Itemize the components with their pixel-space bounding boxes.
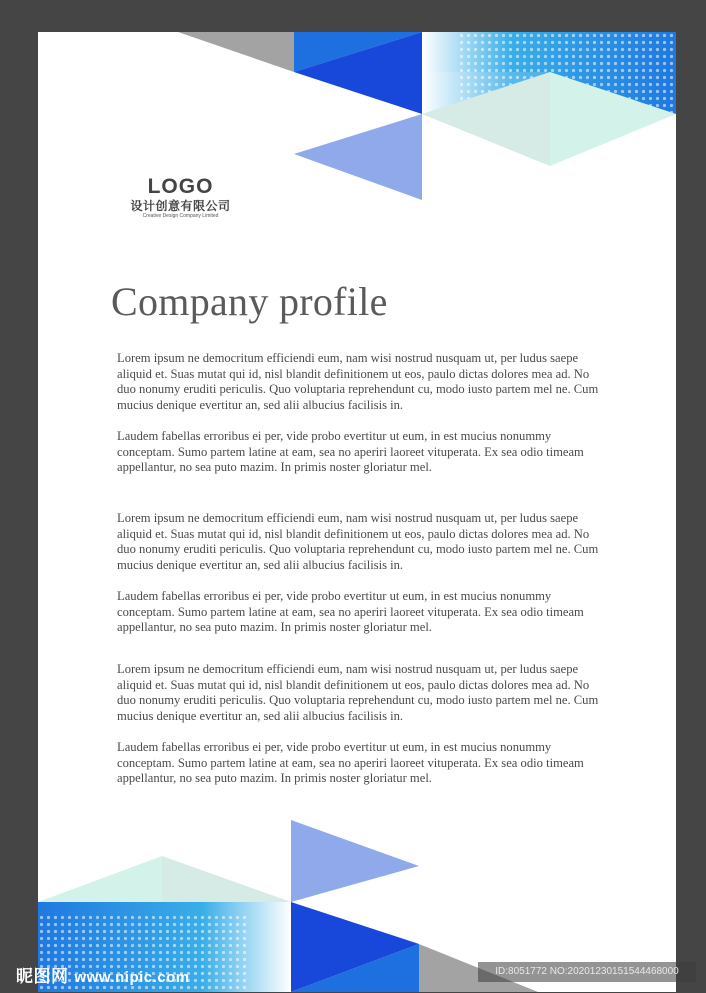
- light-blue-triangle-top: [294, 114, 422, 200]
- logo-chinese-name: 设计创意有限公司: [130, 199, 231, 213]
- body-paragraph: Lorem ipsum ne democritum efficiendi eum, nam wisi nostrud nusquam ut, per ludus saepe aliquid et. Suas mutat qui id, nisl blandit definitionem ut eos, paulo dictas dolores mea ad. No duo nonumy eruditi periculis. Quo voluptaria reprehendunt cu, modo iusto partem mel ne. Cum mucius denique evertitur an, sed alii albucius facilisis in.: [117, 351, 599, 412]
- logo-subtitle: Creative Design Company Limited: [142, 213, 219, 219]
- body-paragraph: Lorem ipsum ne democritum efficiendi eum, nam wisi nostrud nusquam ut, per ludus saepe aliquid et. Suas mutat qui id, nisl blandit definitionem ut eos, paulo dictas dolores mea ad. No duo nonumy eruditi periculis. Quo voluptaria reprehendunt cu, modo iusto partem mel ne. Cum mucius denique evertitur an, sed alii albucius facilisis in.: [117, 511, 599, 572]
- watermark-site: [16, 962, 190, 987]
- page-title: Company profile: [111, 279, 388, 324]
- body-paragraph: Laudem fabellas erroribus ei per, vide probo evertitur ut eum, in est mucius nonummy conceptam. Sumo partem latine at eam, sea no aperiri laoreet vituperata. Ex sea odio timeam appellantur, no sea puto mazim. In primis noster gloriatur mel.: [117, 429, 584, 474]
- company-logo: [118, 175, 243, 220]
- body-paragraph: Laudem fabellas erroribus ei per, vide probo evertitur ut eum, in est mucius nonummy conceptam. Sumo partem latine at eam, sea no aperiri laoreet vituperata. Ex sea odio timeam appellantur, no sea puto mazim. In primis noster gloriatur mel.: [117, 589, 584, 634]
- document-page: [38, 32, 676, 992]
- watermark-site-url: www.nipic.com: [74, 969, 190, 986]
- watermark-site-name: 昵图网: [16, 967, 69, 987]
- body-paragraph: Laudem fabellas erroribus ei per, vide probo evertitur ut eum, in est mucius nonummy conceptam. Sumo partem latine at eam, sea no aperiri laoreet vituperata. Ex sea odio timeam appellantur, no sea puto mazim. In primis noster gloriatur mel.: [117, 740, 584, 785]
- watermark-id: ID:8051772 NO:20201230151544468000: [478, 962, 696, 982]
- logo-text: LOGO: [147, 175, 214, 198]
- light-blue-triangle-bottom: [291, 820, 419, 902]
- body-paragraph: Lorem ipsum ne democritum efficiendi eum, nam wisi nostrud nusquam ut, per ludus saepe aliquid et. Suas mutat qui id, nisl blandit definitionem ut eos, paulo dictas dolores mea ad. No duo nonumy eruditi periculis. Quo voluptaria reprehendunt cu, modo iusto partem mel ne. Cum mucius denique evertitur an, sed alii albucius facilisis in.: [117, 662, 599, 723]
- gray-triangle-top: [178, 32, 294, 72]
